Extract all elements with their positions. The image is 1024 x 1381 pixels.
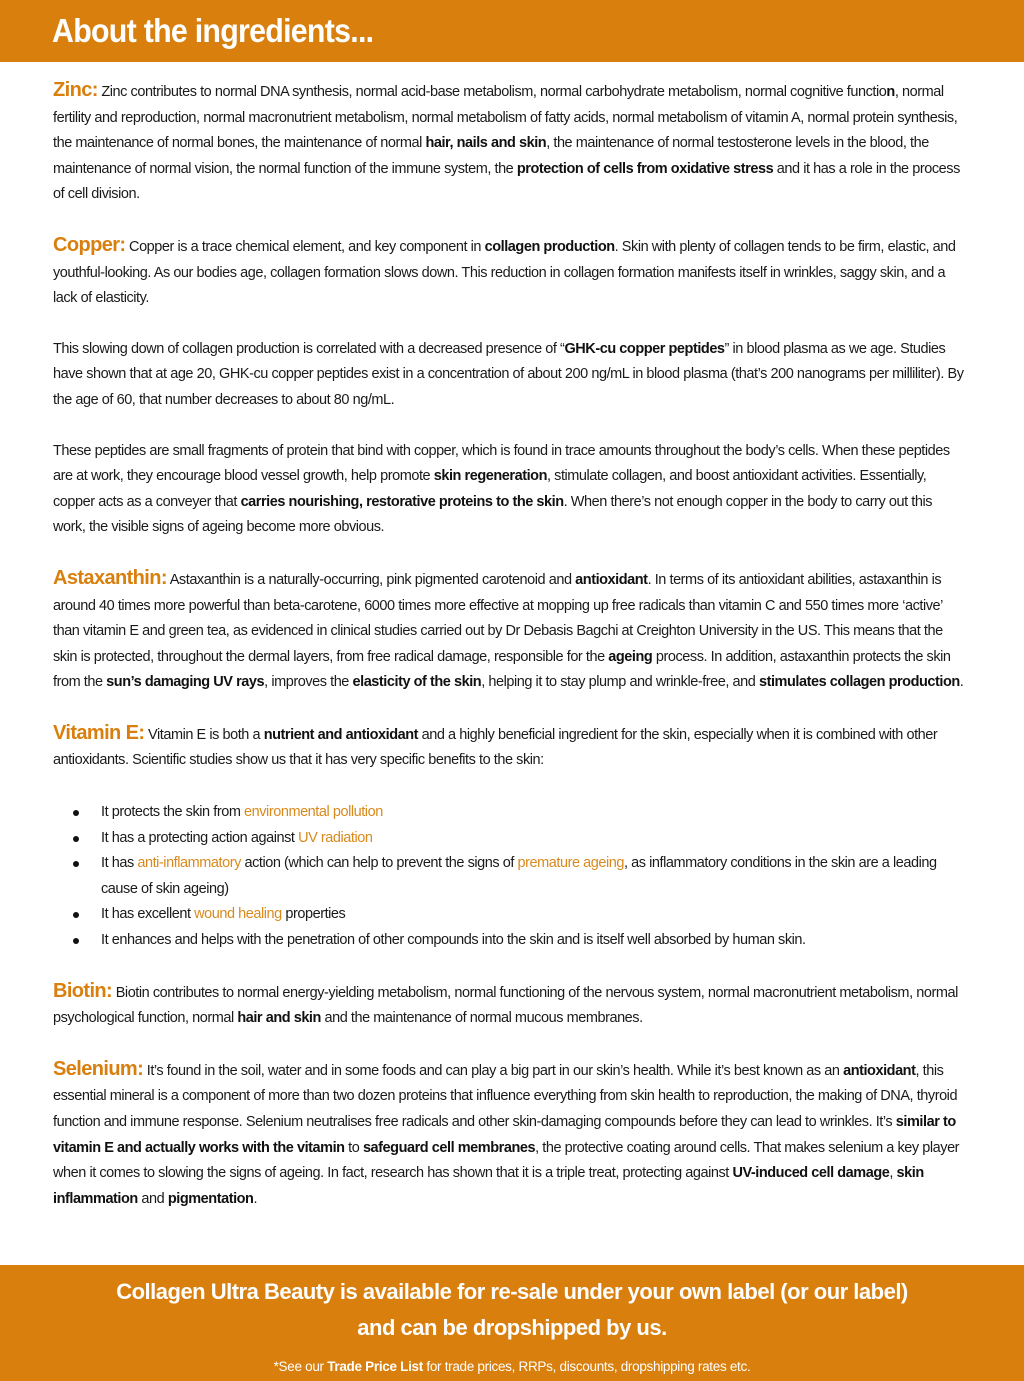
bullet-icon bbox=[73, 938, 79, 944]
copper-function-paragraph: These peptides are small fragments of protein that bind with copper, which is found in trace amounts throughout the body’s cells. When these peptides are at work, they encourage blood vessel growth, help promote skin regeneration, stimulate collagen, and boost antioxidant activities. Essentially, copper acts as a conveyer that carries nourishing, restorative proteins to the skin. When there’s not enough copper in the body to carry out this work, the visible signs of ageing become more obvious. bbox=[53, 442, 950, 536]
selenium-heading: Selenium: bbox=[53, 1057, 144, 1080]
biotin-paragraph: Biotin: Biotin contributes to normal energy-yielding metabolism, normal functioning of the nervous system, normal macronutrient metabolism, normal psychological function, normal hair and skin and the maintenance of normal mucous membranes. bbox=[53, 979, 958, 1027]
list-item: It has excellent wound healing properties bbox=[53, 902, 968, 928]
bullet-icon bbox=[73, 836, 79, 842]
zinc-paragraph: Zinc: Zinc contributes to normal DNA synthesis, normal acid-base metabolism, normal carbohydrate metabolism, normal cognitive function, normal fertility and reproduction, normal macronutrient metabolism, normal metabolism of fatty acids, normal metabolism of vitamin A, normal protein synthesis, the maintenance of normal bones, the maintenance of normal hair, nails and skin, the maintenance of normal testosterone levels in the blood, the maintenance of normal vision, the normal function of the immune system, the protection of cells from oxidative stress and it has a role in the process of cell division. bbox=[53, 79, 960, 203]
copper-heading: Copper: bbox=[53, 233, 126, 256]
page-title: About the ingredients... bbox=[52, 12, 374, 49]
bullet-icon bbox=[73, 810, 79, 816]
list-item: It protects the skin from environmental pollution bbox=[53, 800, 968, 826]
astaxanthin-heading: Astaxanthin: bbox=[53, 566, 167, 589]
list-item: It enhances and helps with the penetration of other compounds into the skin and is itself well absorbed by human skin. bbox=[53, 928, 968, 954]
bullet-icon bbox=[73, 912, 79, 918]
biotin-heading: Biotin: bbox=[53, 979, 113, 1002]
resale-line-2: and can be dropshipped by us. bbox=[357, 1315, 667, 1340]
vitamin-e-paragraph: Vitamin E: Vitamin E is both a nutrient and antioxidant and a highly beneficial ingredient for the skin, especially when it is combined with other antioxidants. Scientific studies show us that it has very specific benefits to the skin: bbox=[53, 721, 938, 769]
ingredients-content bbox=[53, 78, 968, 1212]
selenium-paragraph: Selenium: It’s found in the soil, water and in some foods and can play a big part in our skin’s health. While it’s best known as an antioxidant, this essential mineral is a component of more than two dozen proteins that influence everything from skin health to reproduction, the making of DNA, thyroid function and immune response. Selenium neutralises free radicals and other skin-damaging compounds before they can lead to wrinkles. It’s similar to vitamin E and actually works with the vitamin to safeguard cell membranes, the protective coating around cells. That makes selenium a key player when it comes to slowing the signs of ageing. In fact, research has shown that it is a triple treat, protecting against UV-induced cell damage, skin inflammation and pigmentation. bbox=[53, 1057, 960, 1207]
trade-price-note: *See our Trade Price List for trade prices, RRPs, discounts, dropshipping rates etc. bbox=[273, 1359, 751, 1374]
resale-line-1: Collagen Ultra Beauty is available for re-sale under your own label (or our label) bbox=[116, 1279, 908, 1304]
bullet-icon bbox=[73, 861, 79, 867]
copper-peptides-paragraph: This slowing down of collagen production is correlated with a decreased presence of “GHK-cu copper peptides” in blood plasma as we age. Studies have shown that at age 20, GHK-cu copper peptides exist in a concentration of about 200 ng/mL in blood plasma (that’s 200 nanograms per milliliter). By the age of 60, that number decreases to about 80 ng/mL. bbox=[53, 340, 964, 408]
header-banner bbox=[0, 0, 1024, 62]
list-item: It has anti-inflammatory action (which can help to prevent the signs of premature ageing, as inflammatory conditions in the skin are a leading cause of skin ageing) bbox=[53, 851, 968, 902]
trade-price-list-link[interactable]: Trade Price List bbox=[327, 1359, 423, 1374]
vitamin-e-benefits-list bbox=[53, 800, 968, 954]
vitamin-e-heading: Vitamin E: bbox=[53, 721, 145, 744]
astaxanthin-paragraph: Astaxanthin: Astaxanthin is a naturally-occurring, pink pigmented carotenoid and antioxidant. In terms of its antioxidant abilities, astaxanthin is around 40 times more powerful than beta-carotene, 6000 times more effective at mopping up free radicals than vitamin C and 550 times more ‘active’ than vitamin E and green tea, as evidenced in clinical studies carried out by Dr Debasis Bagchi at Creighton University in the US. This means that the skin is protected, throughout the dermal layers, from free radical damage, responsible for the ageing process. In addition, astaxanthin protects the skin from the sun’s damaging UV rays, improves the elasticity of the skin, helping it to stay plump and wrinkle-free, and stimulates collagen production. bbox=[53, 566, 964, 691]
footer-banner bbox=[0, 1265, 1024, 1381]
copper-paragraph: Copper: Copper is a trace chemical element, and key component in collagen production. Skin with plenty of collagen tends to be firm, elastic, and youthful-looking. As our bodies age, collagen formation slows down. This reduction in collagen formation manifests itself in wrinkles, saggy skin, and a lack of elasticity. bbox=[53, 233, 956, 307]
list-item: It has a protecting action against UV radiation bbox=[53, 826, 968, 852]
zinc-heading: Zinc: bbox=[53, 79, 98, 101]
